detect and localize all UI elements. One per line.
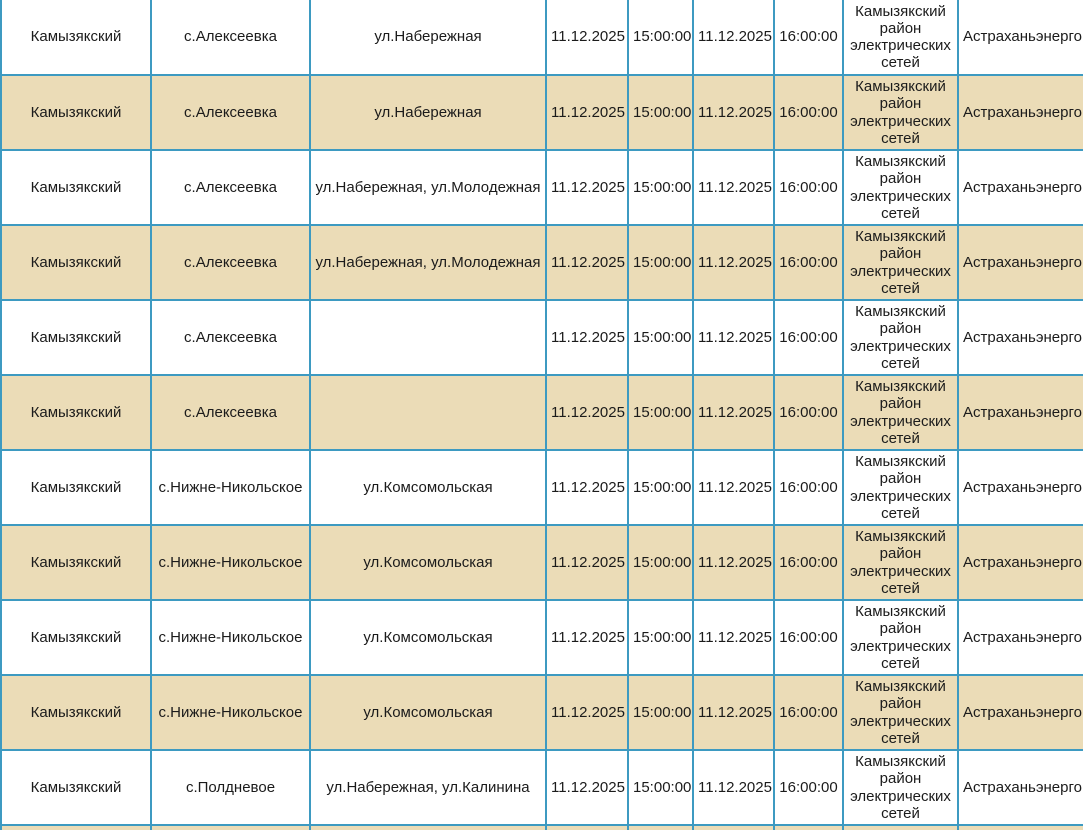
cell-start-time: 15:00:00 xyxy=(628,300,693,375)
table-row xyxy=(1,375,1083,450)
cell-end-time: 16:00:00 xyxy=(774,300,843,375)
cell-district: Камызякский xyxy=(1,600,151,675)
cell-settlement: с.Нижне-Никольское xyxy=(151,600,310,675)
cell-company: Астраханьэнерго xyxy=(958,375,1083,450)
cell-streets: ул.Комсомольская xyxy=(310,600,546,675)
cell-district: Камызякский xyxy=(1,0,151,75)
table-row xyxy=(1,150,1083,225)
cell-streets: ул.Набережная xyxy=(310,0,546,75)
table-row xyxy=(1,600,1083,675)
cell-start-date: 11.12.2025 xyxy=(546,300,628,375)
cell-start-time: 15:00:00 xyxy=(628,150,693,225)
cell-start-date: 11.12.2025 xyxy=(546,600,628,675)
cell-organization: Камызякский район электрических сетей xyxy=(843,75,958,150)
cell-streets xyxy=(310,375,546,450)
cell-streets: ул.Набережная, ул.Калинина xyxy=(310,750,546,825)
cell-end-date: 11.12.2025 xyxy=(693,375,774,450)
table-row xyxy=(1,525,1083,600)
cell-settlement: с.Нижне-Никольское xyxy=(151,525,310,600)
cell-district: Камызякский xyxy=(1,525,151,600)
cell-settlement: с.Алексеевка xyxy=(151,300,310,375)
cell-streets: ул.Набережная xyxy=(310,75,546,150)
cell-streets: ул.Комсомольская xyxy=(310,675,546,750)
cell-organization: Камызякский район электрических сетей xyxy=(843,750,958,825)
cell-start-date: 11.12.2025 xyxy=(546,375,628,450)
cell-streets xyxy=(310,300,546,375)
cell-settlement: с.Алексеевка xyxy=(151,75,310,150)
cell-start-time: 15:00:00 xyxy=(628,675,693,750)
cell-company: Астраханьэнерго xyxy=(958,300,1083,375)
cell-district: Камызякский xyxy=(1,675,151,750)
cell-end-time: 16:00:00 xyxy=(774,150,843,225)
cell-end-time: 16:00:00 xyxy=(774,675,843,750)
cell-start-time: 15:00:00 xyxy=(628,375,693,450)
cell-end-date: 11.12.2025 xyxy=(693,300,774,375)
cell-company: Астраханьэнерго xyxy=(958,225,1083,300)
cell-organization: Камызякский район электрических сетей xyxy=(843,300,958,375)
cell-start-time: 15:00:00 xyxy=(628,225,693,300)
cell-company xyxy=(958,825,1083,830)
cell-end-date: 11.12.2025 xyxy=(693,150,774,225)
cell-organization: Камызякский район электрических сетей xyxy=(843,450,958,525)
cell-settlement: с.Алексеевка xyxy=(151,225,310,300)
cell-start-date: 11.12.2025 xyxy=(546,225,628,300)
cell-end-date: 11.12.2025 xyxy=(693,525,774,600)
cell-end-date: 11.12.2025 xyxy=(693,450,774,525)
cell-end-date: 11.12.2025 xyxy=(693,675,774,750)
table-row xyxy=(1,675,1083,750)
cell-company: Астраханьэнерго xyxy=(958,675,1083,750)
cell-organization: Камызякский район электрических сетей xyxy=(843,225,958,300)
cell-district: Камызякский xyxy=(1,150,151,225)
cell-end-time: 16:00:00 xyxy=(774,0,843,75)
cell-start-time: 15:00:00 xyxy=(628,600,693,675)
cell-streets: ул.Набережная, ул.Молодежная xyxy=(310,225,546,300)
cell-district: Камызякский xyxy=(1,450,151,525)
cell-settlement xyxy=(151,825,310,830)
cell-start-time: 15:00:00 xyxy=(628,75,693,150)
cell-streets: ул.Комсомольская xyxy=(310,525,546,600)
table-row xyxy=(1,75,1083,150)
table-row xyxy=(1,300,1083,375)
cell-settlement: с.Алексеевка xyxy=(151,150,310,225)
cell-start-time: 15:00:00 xyxy=(628,750,693,825)
cell-start-time: 15:00:00 xyxy=(628,450,693,525)
cell-company: Астраханьэнерго xyxy=(958,75,1083,150)
cell-start-date: 11.12.2025 xyxy=(546,75,628,150)
cell-district: Камызякский xyxy=(1,225,151,300)
cell-settlement: с.Алексеевка xyxy=(151,375,310,450)
cell-end-time xyxy=(774,825,843,830)
table-row xyxy=(1,450,1083,525)
cell-streets: ул.Комсомольская xyxy=(310,450,546,525)
cell-start-date: 11.12.2025 xyxy=(546,750,628,825)
cell-organization: Камызякский район электрических сетей xyxy=(843,150,958,225)
cell-company: Астраханьэнерго xyxy=(958,0,1083,75)
cell-company: Астраханьэнерго xyxy=(958,750,1083,825)
cell-end-time: 16:00:00 xyxy=(774,525,843,600)
cell-end-time: 16:00:00 xyxy=(774,375,843,450)
cell-district: Камызякский xyxy=(1,75,151,150)
cell-settlement: с.Алексеевка xyxy=(151,0,310,75)
cell-end-date xyxy=(693,825,774,830)
table-row xyxy=(1,225,1083,300)
cell-start-date: 11.12.2025 xyxy=(546,0,628,75)
cell-start-date: 11.12.2025 xyxy=(546,675,628,750)
cell-organization xyxy=(843,825,958,830)
cell-organization: Камызякский район электрических сетей xyxy=(843,375,958,450)
cell-streets: ул.Набережная, ул.Молодежная xyxy=(310,150,546,225)
cell-company: Астраханьэнерго xyxy=(958,450,1083,525)
cell-settlement: с.Полдневое xyxy=(151,750,310,825)
cell-district: Камызякский xyxy=(1,300,151,375)
cell-settlement: с.Нижне-Никольское xyxy=(151,450,310,525)
cell-organization: Камызякский район электрических сетей xyxy=(843,600,958,675)
cell-end-time: 16:00:00 xyxy=(774,75,843,150)
cell-district: Камызякский xyxy=(1,375,151,450)
cell-organization: Камызякский район электрических сетей xyxy=(843,0,958,75)
cell-company: Астраханьэнерго xyxy=(958,600,1083,675)
cell-end-date: 11.12.2025 xyxy=(693,225,774,300)
cell-start-time xyxy=(628,825,693,830)
cell-start-date xyxy=(546,825,628,830)
cell-streets xyxy=(310,825,546,830)
cell-start-date: 11.12.2025 xyxy=(546,450,628,525)
cell-end-date: 11.12.2025 xyxy=(693,0,774,75)
cell-company: Астраханьэнерго xyxy=(958,525,1083,600)
cell-settlement: с.Нижне-Никольское xyxy=(151,675,310,750)
cell-start-time: 15:00:00 xyxy=(628,0,693,75)
table-row xyxy=(1,0,1083,75)
cell-company: Астраханьэнерго xyxy=(958,150,1083,225)
cell-end-date: 11.12.2025 xyxy=(693,75,774,150)
cell-end-date: 11.12.2025 xyxy=(693,600,774,675)
cell-start-date: 11.12.2025 xyxy=(546,150,628,225)
table-row xyxy=(1,750,1083,825)
table-row xyxy=(1,825,1083,830)
cell-district: Камызякский xyxy=(1,750,151,825)
cell-district xyxy=(1,825,151,830)
cell-end-date: 11.12.2025 xyxy=(693,750,774,825)
cell-end-time: 16:00:00 xyxy=(774,600,843,675)
cell-end-time: 16:00:00 xyxy=(774,750,843,825)
cell-organization: Камызякский район электрических сетей xyxy=(843,675,958,750)
cell-organization: Камызякский район электрических сетей xyxy=(843,525,958,600)
cell-end-time: 16:00:00 xyxy=(774,450,843,525)
cell-end-time: 16:00:00 xyxy=(774,225,843,300)
cell-start-date: 11.12.2025 xyxy=(546,525,628,600)
cell-start-time: 15:00:00 xyxy=(628,525,693,600)
